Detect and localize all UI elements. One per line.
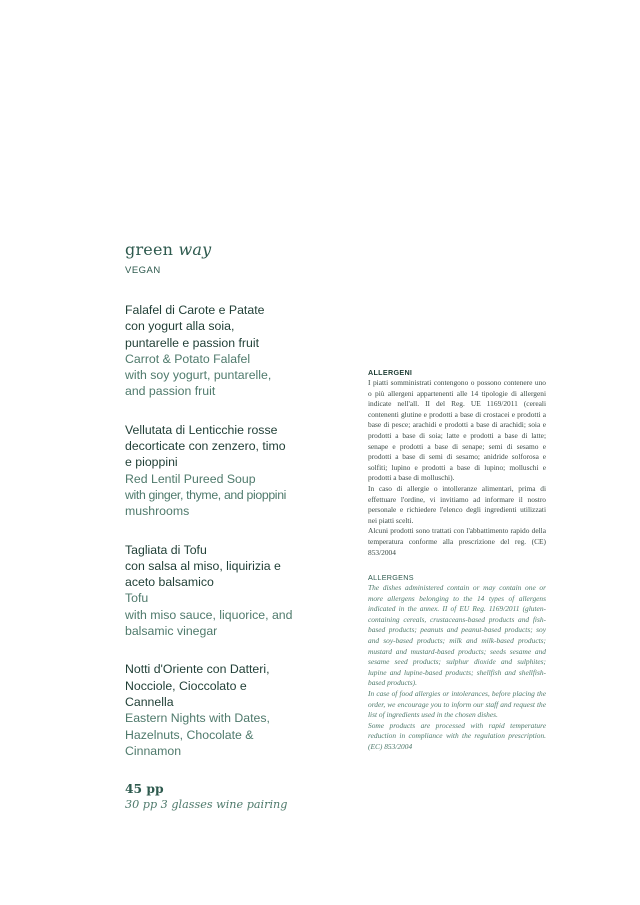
dish-4-en-line-2: Hazelnuts, Chocolate & bbox=[125, 727, 254, 742]
dish-1-it-line-1: Falafel di Carote e Patate bbox=[125, 303, 265, 317]
dish-2-en-line-2: with ginger, thyme, and pioppini bbox=[125, 487, 287, 502]
dish-4-it-line-2: Nocciole, Cioccolato e bbox=[125, 678, 247, 693]
dish-3 bbox=[125, 542, 305, 640]
allergens-en-heading: ALLERGENS bbox=[368, 573, 414, 583]
dish-1-en-line-1: Carrot & Potato Falafel bbox=[125, 351, 251, 366]
allergens-en-text-2: In case of food allergies or intolerances, before placing the order, we encourage you to inform our staff and request the list of ingredients used in the chosen dishes. bbox=[368, 689, 546, 720]
dish-1-en-line-3: and passion fruit bbox=[125, 384, 216, 399]
dish-3-en-line-3: balsamic vinegar bbox=[125, 624, 218, 639]
menu-price: 45 pp bbox=[125, 781, 164, 797]
allergens-it-heading: ALLERGENI bbox=[368, 368, 413, 377]
menu-title bbox=[125, 240, 305, 259]
allergens-it-text-2: In caso di allergie o intolleranze alimentari, prima di effettuare l'ordine, vi invitiamo ad informare il nostro personale e richiedere l'elenco degli ingredienti utilizzati nei piatti scelti. bbox=[368, 483, 546, 525]
dish-2-en-line-3: mushrooms bbox=[125, 504, 190, 519]
dish-2-it-line-2: decorticate con zenzero, timo bbox=[125, 439, 286, 454]
dish-3-it-line-3: aceto balsamico bbox=[125, 575, 214, 590]
dish-3-en-line-2: with miso sauce, liquorice, and bbox=[125, 607, 293, 622]
dish-3-it-line-1: Tagliata di Tofu bbox=[125, 542, 207, 557]
dish-2-en-line-1: Red Lentil Pureed Soup bbox=[125, 471, 256, 486]
allergens-en-text: The dishes administered contain or may contain one or more allergens belonging to the 14 types of allergens indicated in the annex. II of EU Reg. 1169/2011 (gluten-containing cereals, crustaceans-based products and fish-based products; peanuts and peanut-based products; soy and soy-based products; milk and milk-based products; mustard and mustard-based products; seeds sesame and sesame seed products; sulphur dioxide and sulphites; lupine and lupine-based products; shellfish and shellfish-based products). bbox=[368, 583, 546, 688]
dish-4-it-line-1: Notti d'Oriente con Datteri, bbox=[125, 662, 270, 677]
dish-4-en-line-1: Eastern Nights with Dates, bbox=[125, 711, 270, 726]
allergens-it-text: I piatti somministrati contengono o possono contenere uno o più allergeni appartenenti alle 14 tipologie di allergeni indicate nell'all. II del Reg. UE 1169/2011 (cereali contenenti glutine e prodotti a base di crostacei e prodotti a base di pesce; arachidi e prodotti a base di arachidi; soia e prodotti a base di soia; latte e prodotti a base di latte; senape e prodotti a base di senape; semi di sesamo e prodotti a base di semi di sesamo; anidride solforosa e solfiti; lupino e prodotti a base di lupino; molluschi e prodotti a base di molluschi). bbox=[368, 378, 546, 483]
dish-1 bbox=[125, 302, 305, 400]
menu-column bbox=[125, 240, 305, 811]
menu-subtitle: VEGAN bbox=[125, 265, 161, 276]
dish-3-en-line-1: Tofu bbox=[125, 591, 149, 606]
allergens-en-text-3: Some products are processed with rapid temperature reduction in compliance with the regulation prescription. (EC) 853/2004 bbox=[368, 720, 546, 751]
dish-1-it-line-2: con yogurt alla soia, bbox=[125, 319, 235, 334]
allergens-it-text-3: Alcuni prodotti sono trattati con l'abbattimento rapido della temperatura conforme alla prescrizione del reg. (CE) 853/2004 bbox=[368, 526, 546, 557]
allergens-column bbox=[368, 368, 546, 753]
dish-1-it-line-3: puntarelle e passion fruit bbox=[125, 335, 259, 350]
dish-1-en-line-2: with soy yogurt, puntarelle, bbox=[125, 368, 272, 383]
menu-title-regular: green bbox=[125, 240, 174, 259]
wine-pairing-price: 30 pp 3 glasses wine pairing bbox=[125, 798, 288, 812]
dish-3-it-line-2: con salsa al miso, liquirizia e bbox=[125, 558, 281, 573]
dish-4 bbox=[125, 661, 305, 759]
dish-4-en-line-3: Cinnamon bbox=[125, 743, 182, 758]
dish-4-it-line-3: Cannella bbox=[125, 694, 174, 709]
menu-title-italic: way bbox=[178, 240, 212, 259]
dish-2-it-line-3: e pioppini bbox=[125, 455, 178, 470]
dish-2 bbox=[125, 422, 305, 520]
allergens-en-block bbox=[368, 573, 546, 753]
dish-2-it-line-1: Vellutata di Lenticchie rosse bbox=[125, 422, 278, 437]
